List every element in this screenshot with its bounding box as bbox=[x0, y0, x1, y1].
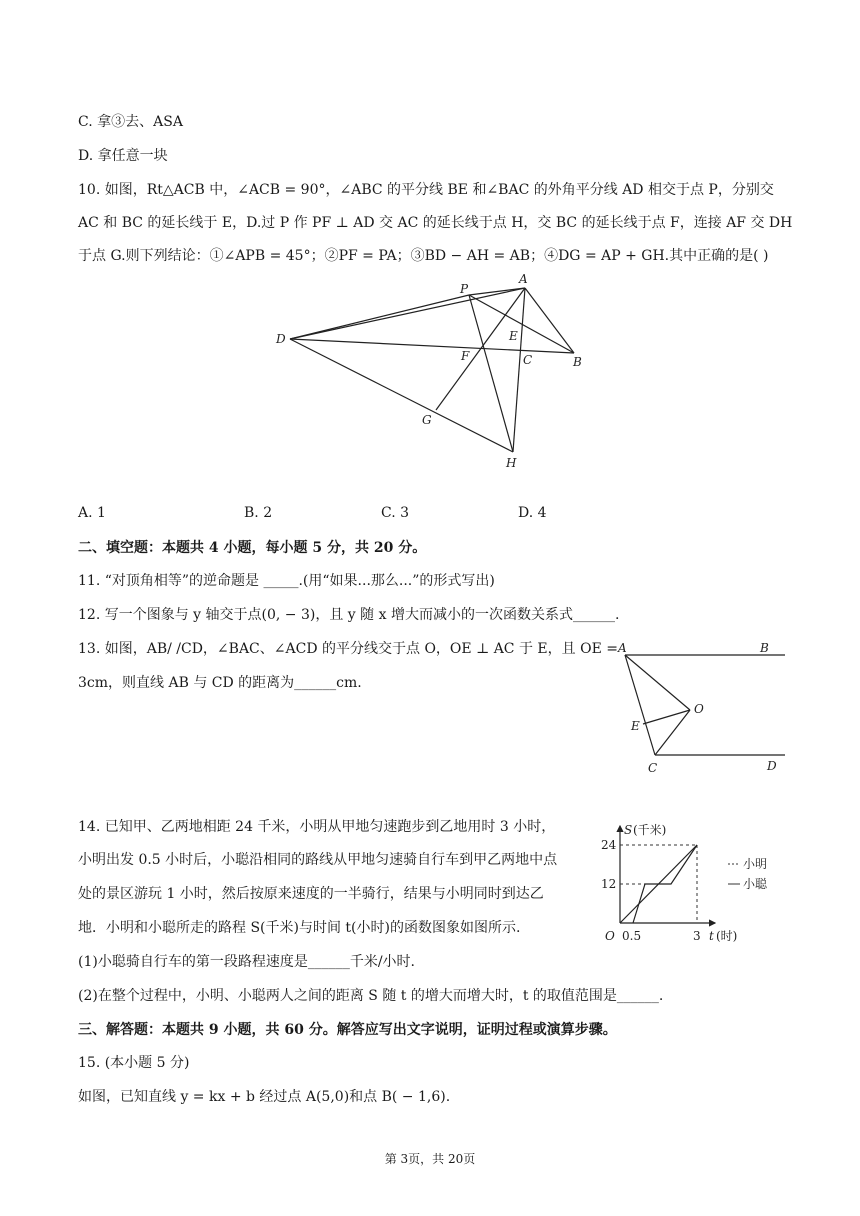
q10-option-b: B. 2 bbox=[244, 505, 273, 521]
q10-line-2: AC 和 BC 的延长线于 E，D.过 P 作 PF ⊥ AD 交 AC 的延长线于点 H，交 BC 的延长线于点 F，连接 AF 交 DH bbox=[78, 215, 793, 231]
q10-option-a: A. 1 bbox=[78, 505, 106, 521]
label-h: H bbox=[506, 456, 517, 470]
label-a: A bbox=[519, 272, 528, 286]
q10-option-c: C. 3 bbox=[381, 505, 410, 521]
y-axis-label: S bbox=[624, 823, 633, 837]
x-axis-label: t bbox=[709, 929, 714, 943]
label-b: B bbox=[760, 641, 769, 655]
q14-part-2: (2)在整个过程中，小明、小聪两人之间的距离 S 随 t 的增大而增大时，t 的取值范围是______. bbox=[78, 988, 664, 1004]
q14-line-2: 小明出发 0.5 小时后，小聪沿相同的路线从甲地匀速骑自行车到甲乙两地中点 bbox=[78, 852, 558, 868]
label-c: C bbox=[648, 761, 658, 775]
q15-text: 如图，已知直线 y = kx + b 经过点 A(5,0)和点 B( − 1,6). bbox=[78, 1089, 451, 1105]
section-3-heading: 三、解答题：本题共 9 小题，共 60 分。解答应写出文字说明，证明过程或演算步骤。 bbox=[78, 1022, 617, 1038]
q14-graph bbox=[596, 818, 792, 948]
q10-option-d: D. 4 bbox=[518, 505, 547, 521]
q10-line-1: 10. 如图，Rt△ACB 中，∠ACB = 90°，∠ABC 的平分线 BE 和∠BAC 的外角平分线 AD 相交于点 P，分别交 bbox=[78, 182, 774, 198]
q13-line-2: 3cm，则直线 AB 与 CD 的距离为______cm. bbox=[78, 675, 362, 691]
label-c: C bbox=[523, 353, 533, 367]
q13-line-1: 13. 如图，AB/ /CD，∠BAC、∠ACD 的平分线交于点 O，OE ⊥ AC 于 E，且 OE = bbox=[78, 641, 618, 657]
x-tick-0-5: 0.5 bbox=[622, 929, 642, 943]
legend-xiaocong: 小聪 bbox=[743, 877, 768, 891]
q14-part-1: (1)小聪骑自行车的第一段路程速度是______千米/小时. bbox=[78, 954, 415, 970]
xiaocong-line bbox=[633, 845, 697, 923]
label-g: G bbox=[422, 413, 432, 427]
y-tick-12: 12 bbox=[601, 877, 617, 891]
option-c: C. 拿③去、ASA bbox=[78, 114, 183, 130]
x-tick-3: 3 bbox=[693, 929, 701, 943]
label-b: B bbox=[573, 355, 582, 369]
x-axis-unit: (时) bbox=[716, 929, 738, 943]
label-e: E bbox=[509, 329, 518, 343]
label-d: D bbox=[276, 332, 286, 346]
label-a: A bbox=[618, 641, 627, 655]
label-o: O bbox=[694, 702, 704, 716]
label-e: E bbox=[631, 719, 640, 733]
q14-line-3: 处的景区游玩 1 小时，然后按原来速度的一半骑行，结果与小明同时到达乙 bbox=[78, 886, 544, 902]
page-footer: 第 3页，共 20页 bbox=[384, 1152, 476, 1166]
q14-line-1: 14. 已知甲、乙两地相距 24 千米，小明从甲地匀速跑步到乙地用时 3 小时， bbox=[78, 819, 556, 835]
legend-xiaoming: 小明 bbox=[743, 857, 768, 871]
section-2-heading: 二、填空题：本题共 4 小题，每小题 5 分，共 20 分。 bbox=[78, 540, 427, 556]
q10-figure bbox=[268, 270, 588, 475]
label-f: F bbox=[461, 349, 470, 363]
y-tick-24: 24 bbox=[601, 838, 617, 852]
q10-line-3: 于点 G.则下列结论：①∠APB = 45°；②PF = PA；③BD − AH = AB；④DG = AP + GH.其中正确的是( ) bbox=[78, 248, 769, 264]
q15-header: 15. (本小题 5 分) bbox=[78, 1055, 190, 1071]
q13-figure bbox=[612, 640, 792, 780]
label-p: P bbox=[460, 282, 469, 296]
option-d: D. 拿任意一块 bbox=[78, 148, 168, 164]
label-d: D bbox=[767, 759, 777, 773]
origin-label: O bbox=[605, 929, 615, 943]
y-axis-unit: (千米) bbox=[633, 823, 667, 837]
q11: 11. “对顶角相等”的逆命题是 _____.(用“如果...那么...”的形式写出) bbox=[78, 573, 495, 589]
q12: 12. 写一个图象与 y 轴交于点(0, − 3)，且 y 随 x 增大而减小的一次函数关系式______. bbox=[78, 607, 620, 623]
q14-line-4: 地．小明和小聪所走的路程 S(千米)与时间 t(小时)的函数图象如图所示. bbox=[78, 920, 521, 936]
